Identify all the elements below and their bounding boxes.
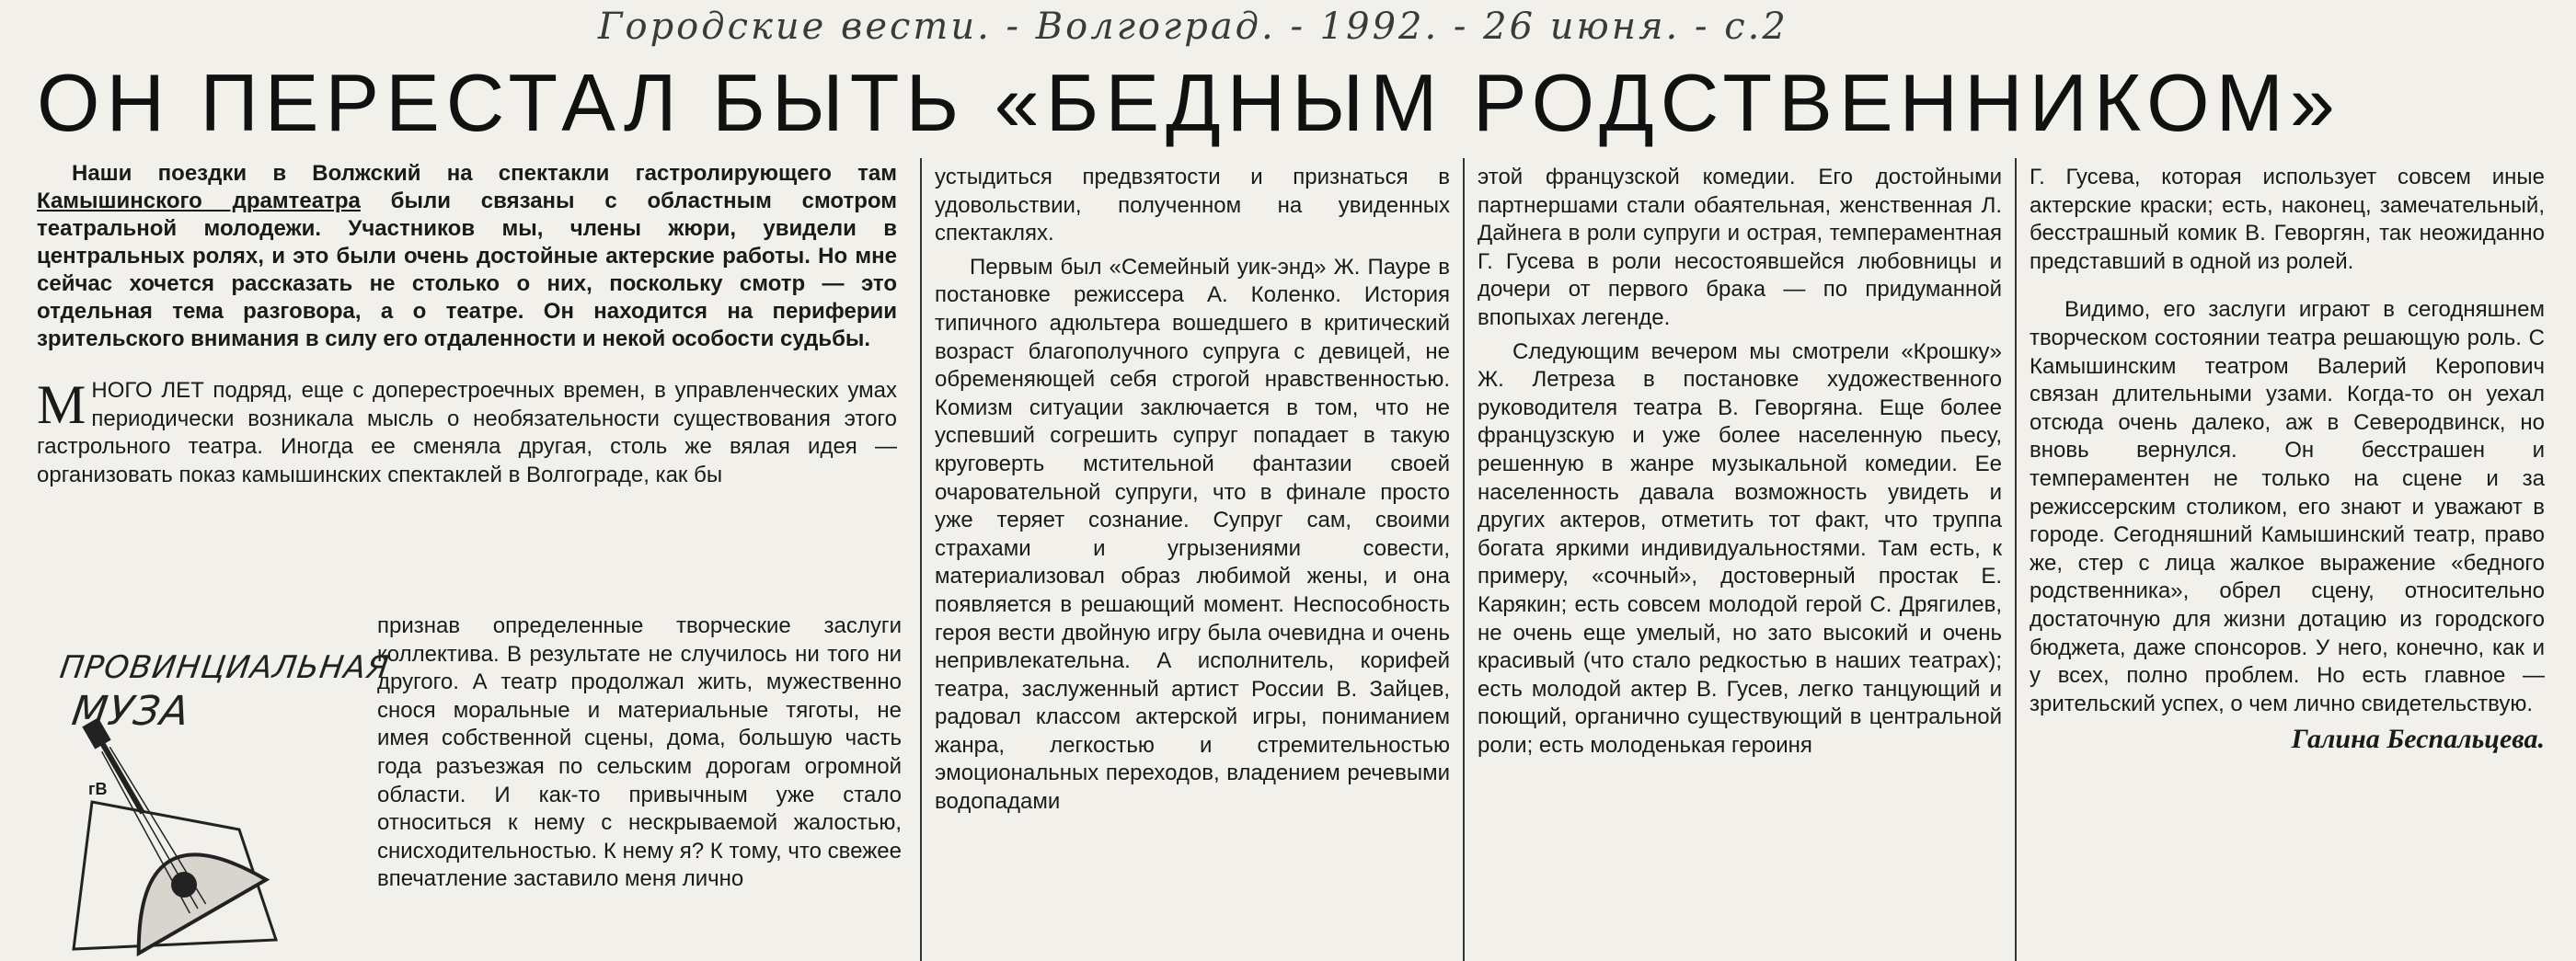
col4-paragraph-1: Г. Гусева, которая использует совсем иные актерские краски; есть, наконец, замечательный, бесстрашный комик В. Геворгян, так неожиданно представший в одной из ролей. [2030,165,2545,274]
handwritten-source-note: Городские вести. - Волгоград. - 1992. - 26 июня. - с.2 [598,6,1788,48]
column-1-continuation [377,612,902,961]
col1-paragraph-rest: признав определенные творческие заслуги коллектива. В результате не случилось ни того ни другого. А театр продолжал жить, мужественно снося моральные и материальные тяготы, не имея собственной сцены, дома, большую часть года разъезжая по сельским дорогам огромной области. И как-то привычным уже стало относиться к нему с нескрываемой жалостью, снисходительностью. К нему я? К тому, что свежее впечатление заставило меня лично [377,613,902,892]
column-4 [2030,164,2545,961]
lead-highlight: Камышинского драмтеатра [37,189,361,213]
article-headline: ОН ПЕРЕСТАЛ БЫТЬ «БЕДНЫМ РОДСТВЕННИКОМ» [37,57,2341,148]
column-3 [1478,164,2002,961]
rubric-title [51,646,392,735]
rubric-line-1: ПРОВИНЦИАЛЬНАЯ [57,649,392,686]
column-2 [935,164,1450,961]
lead-text-start: Наши поездки в Волжский на спектакли гастролирующего там [72,161,897,186]
lead-text-end: были связаны с областным смотром театральной молодежи. Участников мы, члены жюри, увидели в центральных ролях, и это были очень достойные актерские работы. Но мне сейчас хочется рассказать не столько о них, поскольку смотр — это отдельная тема разговора, а о театре. Он находится на периферии зрительского внимания в силу его отдаленности и некой особости судьбы. [37,189,897,351]
col1-paragraph-top [37,374,897,489]
lead-paragraph [37,160,897,353]
author-signature: Галина Беспальцева. [2291,724,2545,755]
column-rule-1 [920,158,922,961]
dropcap: М [37,374,86,435]
col4-paragraph-2: Видимо, его заслуги играют в сегодняшнем творческом состоянии театра решающую роль. С Камышинским театром Валерий Керопович связан длительными узами. Когда-то он уехал отсюда очень далеко, аж в Северодвинск, но вновь вернулся. Он бесстрашен и темпераментен не только на сцене и за режиссерским столиком, его знают и уважают в городе. Сегодняшний Камышинский театр, право же, стер с лица жалкое выражение «бедного родственника», обрел сцену, относительно достаточную для жизни дотацию из городского бюджета, даже спонсоров. У него, конечно, как и у всех, полно проблем. Но есть главное — зрительский успех, о чем лично свидетельствую. [2030,297,2545,716]
rubric-logo [37,609,392,961]
col2-paragraph-1: устыдиться предвзятости и признаться в удовольствии, полученном на увиденных спектаклях. [935,165,1450,246]
rubric-line-2: МУЗА [69,688,193,735]
col3-paragraph-1: этой французской комедии. Его достойными партнершами стали обаятельная, женственная Л. Дайнега в роли супруги и острая, темпераментная Г. Гусева в роли несостоявшейся любовницы и дочери от первого брака — по придуманной впопыхах легенде. [1478,165,2002,330]
col1-text-top: НОГО ЛЕТ подряд, еще с доперестроечных времен, в управленческих умах периодически возникала мысль о необязательности существования этого гастрольного театра. Иногда ее сменяла другая, столь же вялая идея — организовать показ камышинских спектаклей в Волгограде, как бы [37,378,897,487]
col2-paragraph-2: Первым был «Семейный уик-энд» Ж. Пауре в постановке режиссера А. Коленко. История типичного адюльтера вошедшего в критический возраст благополучного супруга с девицей, не обременяющей себя строгой нравственностью. Комизм ситуации заключается в том, что не успевший согрешить супруг попадает в такую круговерть мстительной фантазии своей очаровательной супруги, что в финале просто уже теряет сознание. Супруг сам, своими страхами и угрызениями совести, материализовал образ любимой жены, и она появляется в решающий момент. Неспособность героя вести двойную игру была очевидна и очень непривлекательна. А исполнитель, корифей театра, заслуженный артист России В. Зайцев, радовал классом актерской игры, пониманием жанра, легкостью и стремительностью эмоциональных переходов, владением речевыми водопадами [935,254,1450,815]
column-rule-2 [1463,158,1465,961]
column-rule-3 [2015,158,2017,961]
rubric-author-mark: гВ [88,780,108,798]
col3-paragraph-2: Следующим вечером мы смотрели «Крошку» Ж. Летреза в постановке художественного руководителя театра В. Геворгяна. Еще более французскую и уже более населенную пьесу, решенную в жанре музыкальной комедии. Ее населенность давала возможность увидеть и других актеров, отметить тот факт, что труппа богата яркими индивидуальностями. Там есть, к примеру, «сочный», достоверный простак Е. Карякин; есть совсем молодой герой С. Дрягилев, не очень еще умелый, но зато высокий и очень красивый (что стало редкостью в наших театрах); есть молодой актер В. Гусев, легко танцующий и поющий, органично существующий в центральной роли; есть молоденькая героиня [1478,338,2002,758]
